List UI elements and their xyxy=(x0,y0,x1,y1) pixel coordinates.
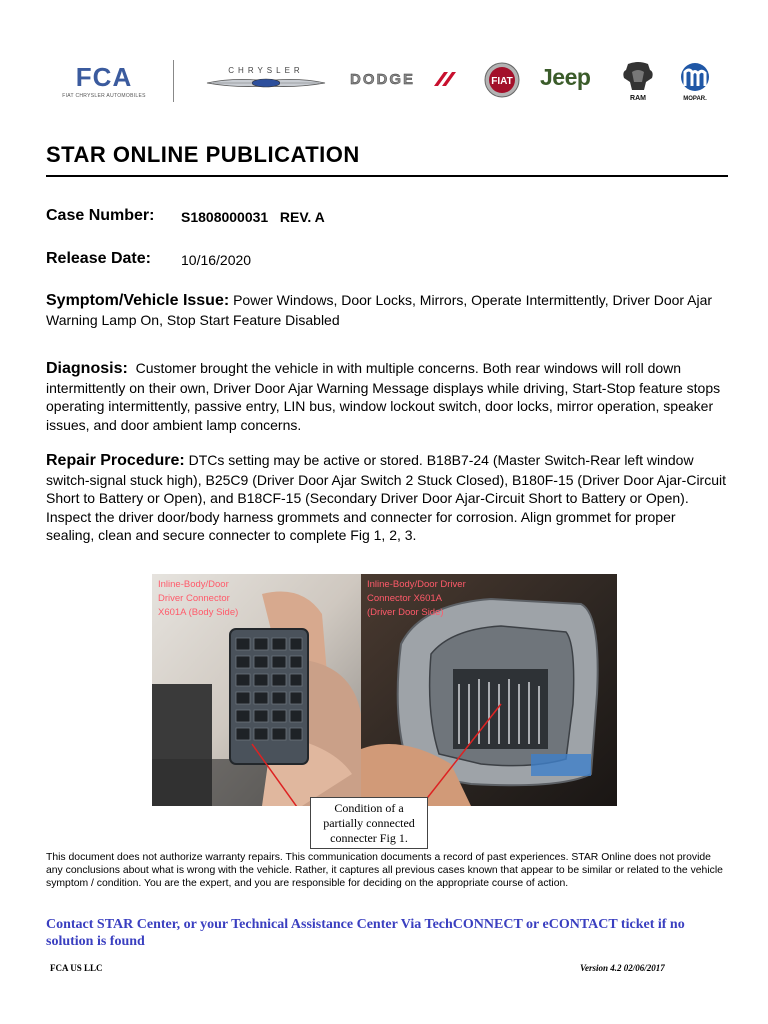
body-side-connector-photo xyxy=(152,574,361,806)
repair-text: DTCs setting may be active or stored. B18B7-24 (Master Switch-Rear left window switch-signal stuck high), B25C9 (Driver Door Ajar Switch 2 Stuck Closed), B180F-15 (Driver Door Ajar-Circuit Short to Battery or Open), and B18CF-15 (Secondary Driver Door Ajar-Circuit Short to Battery or Open). Inspect the driver door/body harness grommets and connecter for corrosion. Align grommet for proper sealing, clean and secure connecter to complete Fig 1, 2, 3. xyxy=(46,452,726,544)
figure-callout-line-1: Condition of a xyxy=(334,801,404,815)
case-number-value: S1808000031 REV. A xyxy=(181,209,325,225)
logo-divider xyxy=(173,60,174,102)
mopar-logo xyxy=(676,62,714,102)
repair-label: Repair Procedure: xyxy=(46,452,185,469)
body-side-label-line-2: Driver Connector xyxy=(158,593,230,604)
door-side-connector-photo xyxy=(361,574,617,806)
door-side-label-line-2: Connector X601A xyxy=(367,593,442,604)
case-number-label: Case Number: xyxy=(46,207,155,224)
diagnosis-section xyxy=(46,359,726,434)
ram-logo xyxy=(620,60,656,102)
repair-section xyxy=(46,451,726,545)
door-side-connector-image xyxy=(361,574,617,806)
symptom-label: Symptom/Vehicle Issue: xyxy=(46,292,230,309)
fiat-logo xyxy=(484,62,520,98)
body-side-label-line-3: X601A (Body Side) xyxy=(158,607,239,618)
figure-callout-line-3: connecter Fig 1. xyxy=(330,831,408,845)
release-date-value: 10/16/2020 xyxy=(181,252,252,268)
title-divider xyxy=(46,175,728,177)
footer-version: Version 4.2 02/06/2017 xyxy=(580,963,665,973)
diagnosis-label: Diagnosis: xyxy=(46,360,128,377)
fca-logo-letters: FCA xyxy=(75,62,133,92)
door-side-label-line-1: Inline-Body/Door Driver xyxy=(367,579,466,590)
contact-text: Contact STAR Center, or your Technical Assistance Center Via TechCONNECT or eCONTACT ticket if no solution is found xyxy=(46,917,685,949)
page-title: STAR ONLINE PUBLICATION xyxy=(46,142,360,167)
chrysler-logo xyxy=(205,66,327,94)
fiat-badge-icon xyxy=(484,62,520,98)
ram-head-icon xyxy=(620,60,656,102)
figure-callout xyxy=(310,797,428,849)
jeep-logo: Jeep xyxy=(540,64,591,90)
body-side-label-line-1: Inline-Body/Door xyxy=(158,579,229,590)
mopar-m-icon xyxy=(676,62,714,102)
dodge-wordmark-icon xyxy=(350,68,466,90)
body-side-connector-image xyxy=(152,574,361,806)
symptom-section xyxy=(46,291,726,329)
diagnosis-text: Customer brought the vehicle in with multiple concerns. Both rear windows will roll down intermittently on their own, Driver Door Ajar Warning Message displays while driving, Start-Stop feature stops operating intermittently, passive entry, LIN bus, window lockout switch, door locks, mirror operation, speaker issues, and door ambient lamp concerns. xyxy=(46,360,721,433)
footer-company: FCA US LLC xyxy=(50,963,103,973)
symptom-text: Power Windows, Door Locks, Mirrors, Operate Intermittently, Driver Door Ajar Warning Lamp On, Stop Start Feature Disabled xyxy=(46,292,713,328)
figure-callout-line-2: partially connected xyxy=(323,816,415,830)
fca-logo xyxy=(56,62,152,102)
chrysler-logo-name: CHRYSLER xyxy=(228,66,304,75)
fiat-logo-text: FIAT xyxy=(491,76,513,87)
dodge-logo xyxy=(350,68,466,90)
disclaimer-text: This document does not authorize warranty repairs. This communication documents a record of past experiences. STAR Online does not provide any conclusions about what is wrong with the vehicle. Rather, it captures all previous cases known that appear to be similar or related to the vehicle symptom / condition. You are the expert, and you are responsible for deciding on the appropriate course of action. xyxy=(46,852,723,889)
mopar-logo-text: MOPAR. xyxy=(683,96,707,102)
door-side-label-line-3: (Driver Door Side) xyxy=(367,607,444,618)
release-date-label: Release Date: xyxy=(46,250,151,267)
dodge-logo-text: DODGE xyxy=(350,71,416,88)
ram-logo-text: RAM xyxy=(630,95,646,102)
fca-logo-subtitle: FIAT CHRYSLER AUTOMOBILES xyxy=(62,93,146,99)
chrysler-wings-icon xyxy=(205,75,327,91)
